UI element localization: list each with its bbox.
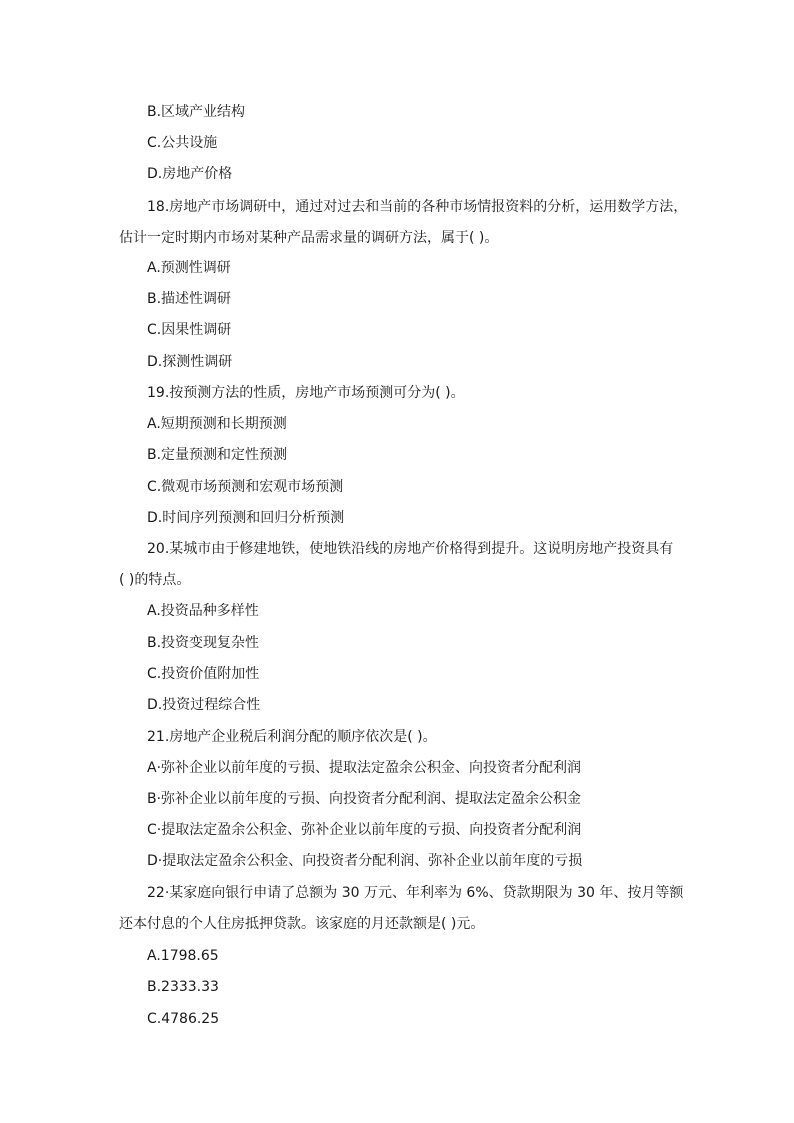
q17-option-b: B.区域产业结构: [147, 104, 246, 120]
q18-stem-line2: 估计一定时期内市场对某种产品需求量的调研方法，属于( )。: [119, 230, 499, 246]
q18-option-c: C.因果性调研: [147, 322, 232, 338]
q21-option-d: D·提取法定盈余公积金、向投资者分配利润、弥补企业以前年度的亏损: [147, 853, 583, 869]
q18-option-d: D.探测性调研: [147, 354, 233, 370]
q20-option-a: A.投资品种多样性: [147, 603, 259, 619]
q19-stem: 19.按预测方法的性质，房地产市场预测可分为( )。: [147, 385, 465, 401]
q19-option-a: A.短期预测和长期预测: [147, 416, 287, 432]
q21-stem: 21.房地产企业税后利润分配的顺序依次是( )。: [147, 729, 437, 745]
q19-option-d: D.时间序列预测和回归分析预测: [147, 510, 345, 526]
q19-option-c: C.微观市场预测和宏观市场预测: [147, 479, 344, 495]
q22-stem-line1: 22·某家庭向银行申请了总额为 30 万元、年利率为 6%、贷款期限为 30 年、按月等额: [147, 885, 684, 901]
q18-stem-line1: 18.房地产市场调研中，通过对过去和当前的各种市场情报资料的分析，运用数学方法，: [147, 199, 688, 215]
q20-stem-line1: 20.某城市由于修建地铁，使地铁沿线的房地产价格得到提升。这说明房地产投资具有: [147, 541, 674, 557]
q22-option-c: C.4786.25: [147, 1011, 220, 1027]
q18-option-b: B.描述性调研: [147, 291, 232, 307]
q20-stem-line2: ( )的特点。: [119, 572, 191, 588]
q20-option-d: D.投资过程综合性: [147, 697, 261, 713]
q19-option-b: B.定量预测和定性预测: [147, 447, 288, 463]
q20-option-c: C.投资价值附加性: [147, 666, 260, 682]
q21-option-a: A·弥补企业以前年度的亏损、提取法定盈余公积金、向投资者分配利润: [147, 760, 582, 776]
q21-option-c: C·提取法定盈余公积金、弥补企业以前年度的亏损、向投资者分配利润: [147, 822, 582, 838]
q21-option-b: B·弥补企业以前年度的亏损、向投资者分配利润、提取法定盈余公积金: [147, 791, 582, 807]
q22-option-a: A.1798.65: [147, 948, 219, 964]
q17-option-c: C.公共设施: [147, 135, 218, 151]
q17-option-d: D.房地产价格: [147, 166, 233, 182]
q18-option-a: A.预测性调研: [147, 260, 231, 276]
q22-option-b: B.2333.33: [147, 979, 219, 995]
q22-stem-line2: 还本付息的个人住房抵押贷款。该家庭的月还款额是( )元。: [119, 916, 485, 932]
q20-option-b: B.投资变现复杂性: [147, 635, 260, 651]
